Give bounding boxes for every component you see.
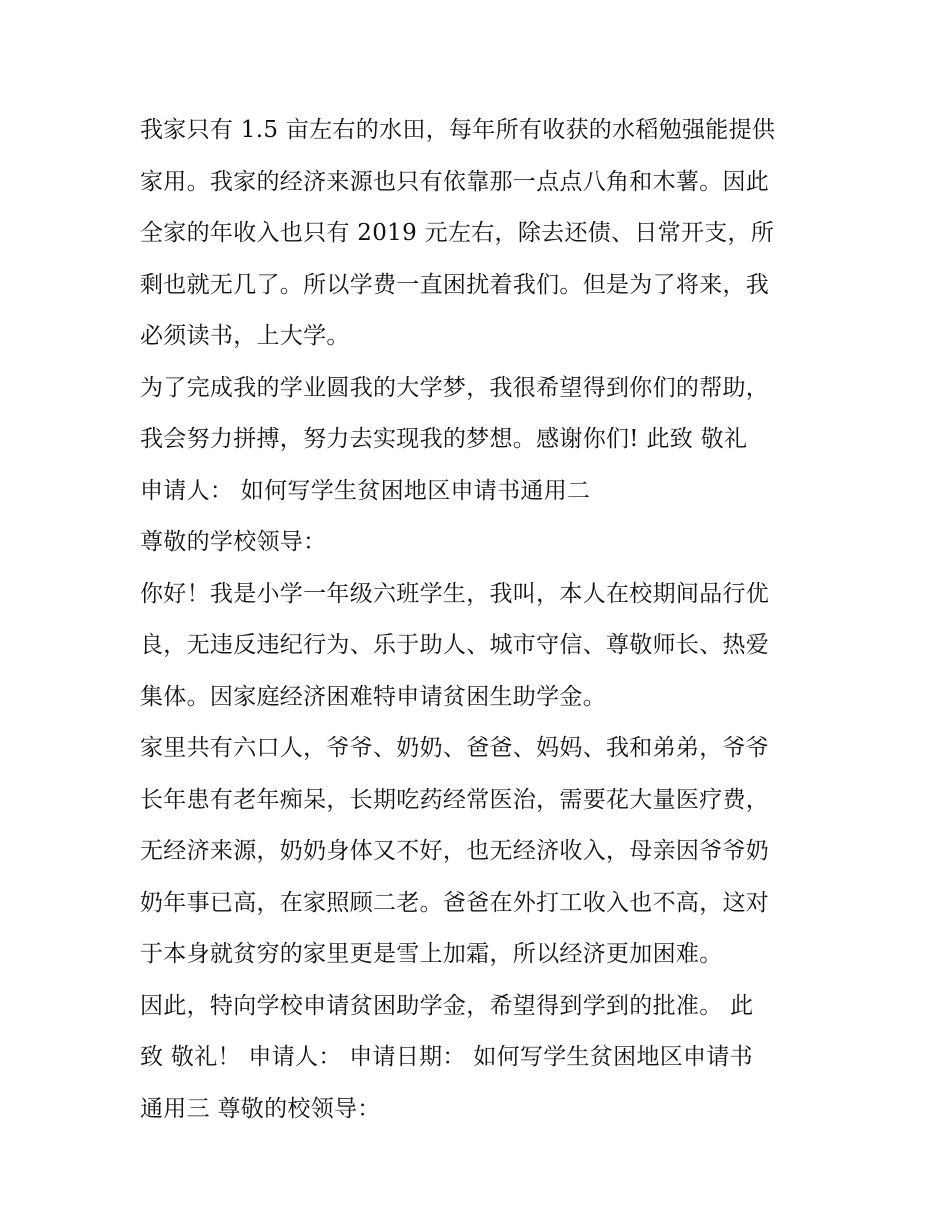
text-line: 无经济来源，奶奶身体又不好，也无经济收入，母亲因爷爷奶 xyxy=(140,838,770,864)
text-line: 于本身就贫穷的家里更是雪上加霜，所以经济更加困难。 xyxy=(140,941,723,967)
text-line: 家用。我家的经济来源也只有依靠那一点点八角和木薯。因此 xyxy=(140,168,770,195)
text-line: 良，无违反违纪行为、乐于助人、城市守信、尊敬师长、热爱 xyxy=(140,632,770,658)
text-line: 我家只有 1.5 亩左右的水田，每年所有收获的水稻勉强能提供 xyxy=(140,117,776,143)
text-line: 通用三 尊敬的校领导： xyxy=(140,1095,381,1122)
text-line: 我会努力拼搏，努力去实现我的梦想。感谢你们! 此致 敬礼 xyxy=(140,426,748,452)
text-line: 申请人： 如何写学生贫困地区申请书通用二 xyxy=(140,477,591,504)
text-line: 奶年事已高，在家照顾二老。爸爸在外打工收入也不高，这对 xyxy=(140,889,770,916)
text-line: 必须读书，上大学。 xyxy=(140,323,350,349)
document-body xyxy=(140,108,820,1138)
text-line: 家里共有六口人，爷爷、奶奶、爸爸、妈妈、我和弟弟，爷爷 xyxy=(140,735,770,761)
text-line: 因此，特向学校申请贫困助学金，希望得到学到的批准。 此 xyxy=(140,992,754,1019)
text-line: 致 敬礼！ 申请人： 申请日期： 如何写学生贫困地区申请书 xyxy=(140,1044,753,1070)
text-line: 你好！我是小学一年级六班学生，我叫，本人在校期间品行优 xyxy=(140,580,770,607)
text-line: 剩也就无几了。所以学费一直困扰着我们。但是为了将来，我 xyxy=(140,271,770,298)
text-line: 尊敬的学校领导： xyxy=(140,529,327,555)
text-line: 为了完成我的学业圆我的大学梦，我很希望得到你们的帮助， xyxy=(140,374,770,401)
text-line: 长年患有老年痴呆，长期吃药经常医治，需要花大量医疗费， xyxy=(140,786,770,813)
text-line: 全家的年收入也只有 2019 元左右，除去还债、日常开支，所 xyxy=(140,220,775,246)
text-line: 集体。因家庭经济困难特申请贫困生助学金。 xyxy=(140,683,606,710)
